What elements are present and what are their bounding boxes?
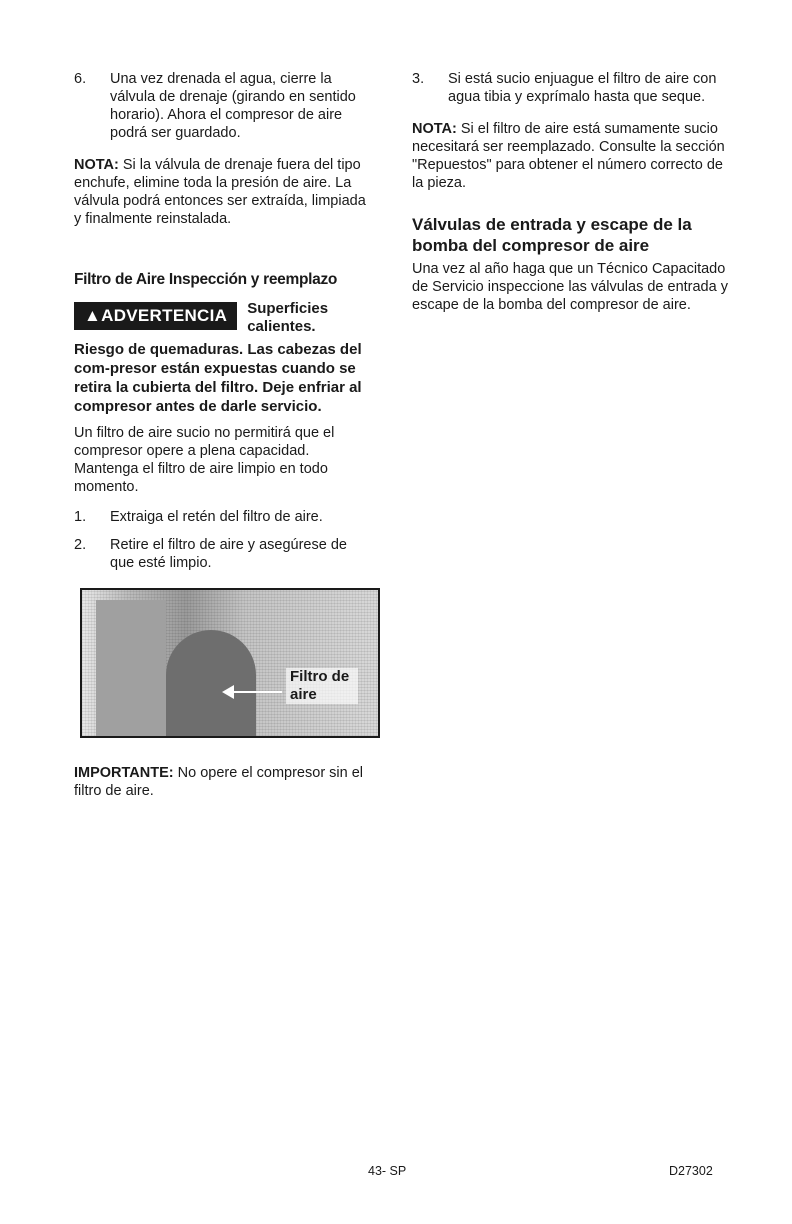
arrow-left-icon [222,685,234,699]
photo-filter-housing [166,630,256,738]
warning-text: Riesgo de quemaduras. Las cabezas del com-presor están expuestas cuando se retira la cubierta del filtro. Deje enfriar al compresor antes de darle servicio. [74,341,362,415]
important-text: No opere el compresor sin el filtro de aire. [74,765,364,799]
note-text: Si el filtro de aire está sumamente sucio necesitará ser reemplazado. Consulte la sección "Repuestos" para obtener el número correcto de la pieza. [412,121,725,191]
step-text: Una vez drenada el agua, cierre la válvula de drenaje (girando en sentido horario). Ahora el compresor de aire podrá ser guardado. [110,71,356,141]
note-text: Si la válvula de drenaje fuera del tipo enchufe, elimine toda la presión de aire. La válvula podrá entonces ser extraída, limpiada y finalmente reinstalada. [74,157,366,227]
warning-hot-surfaces: Superficies calientes. [247,300,329,335]
left-column [74,70,374,800]
warning-block [74,300,374,336]
intro-paragraph: Un filtro de aire sucio no permitirá que el compresor opere a plena capacidad. Mantenga el filtro de aire limpio en todo momento. [74,425,335,495]
step-text: Si está sucio enjuague el filtro de aire con agua tibia y exprímalo hasta que seque. [448,71,717,105]
step-number: 6. [74,71,87,87]
note-label: NOTA: [74,157,119,173]
air-filter-photo [80,588,380,738]
step-number: 1. [74,509,87,525]
section-heading-air-filter: Filtro de Aire Inspección y reemplazo [74,271,338,288]
section-heading-valves: Válvulas de entrada y escape de la bomba del compresor de aire [412,215,692,255]
important-note [74,764,374,800]
important-label: IMPORTANTE: [74,765,174,781]
step-3 [412,70,732,106]
note-drain-valve [74,156,374,228]
page-number: 43- SP [368,1164,407,1178]
arrow-line [232,691,282,693]
step-text: Retire el filtro de aire y asegúrese de que esté limpio. [110,537,347,571]
step-number: 2. [74,537,87,553]
document-code: D27302 [669,1164,713,1178]
photo-label: Filtro de aire [286,668,358,704]
step-1 [74,508,374,526]
note-filter-replacement [412,120,732,192]
step-text: Extraiga el retén del filtro de aire. [110,509,323,525]
right-column [412,70,732,314]
valves-paragraph: Una vez al año haga que un Técnico Capacitado de Servicio inspeccione las válvulas de entrada y escape de la bomba del compresor de aire. [412,261,728,313]
warning-badge: ▲ADVERTENCIA [74,302,237,330]
note-label: NOTA: [412,121,457,137]
step-2 [74,536,374,572]
step-number: 3. [412,71,425,87]
step-6 [74,70,374,142]
photo-compressor-body [96,600,166,738]
